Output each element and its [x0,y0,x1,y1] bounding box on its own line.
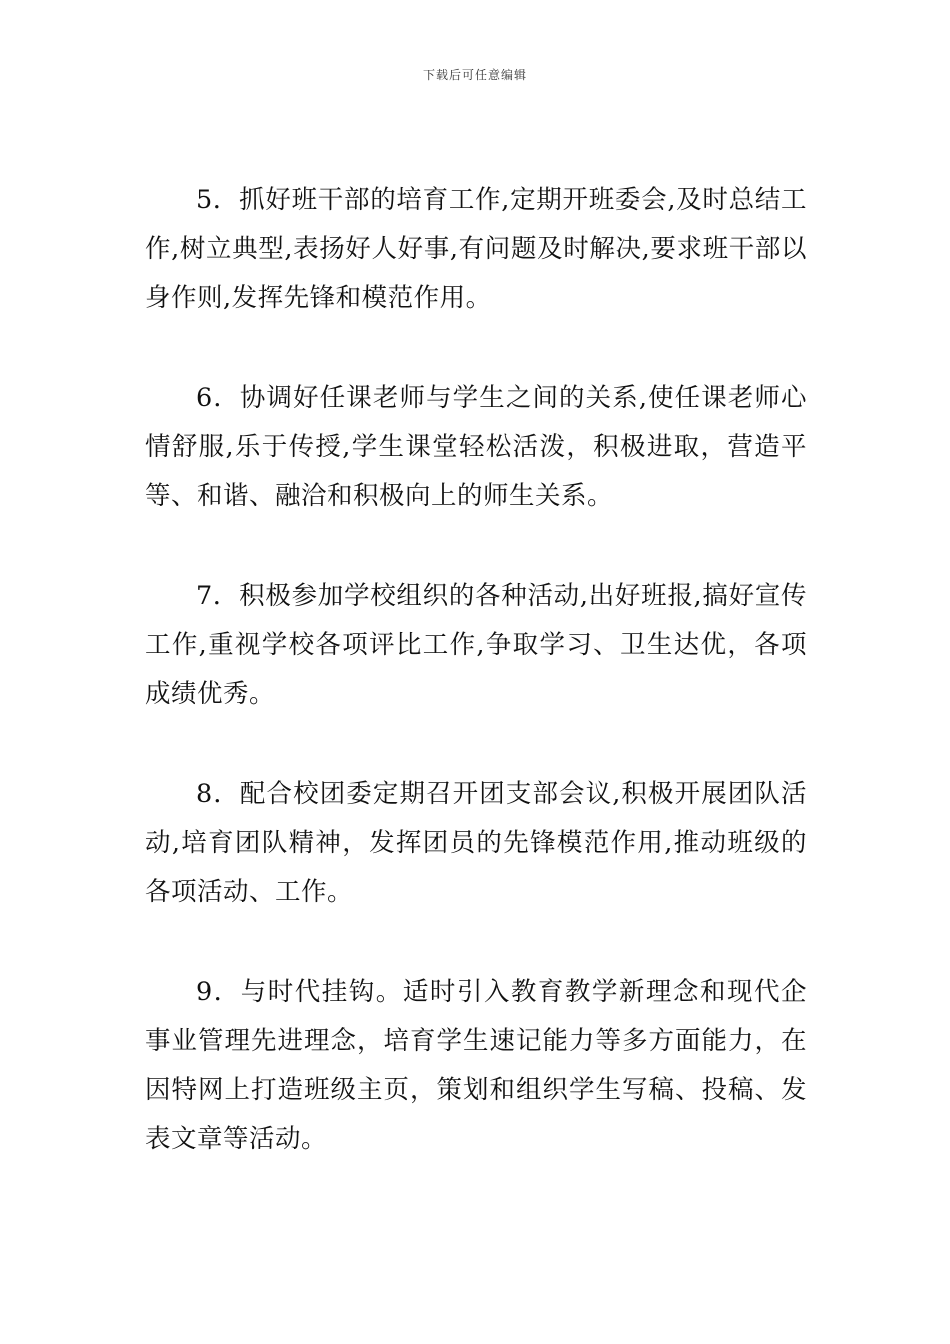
paragraph-item-7: 7．积极参加学校组织的各种活动,出好班报,搞好宣传工作,重视学校各项评比工作,争取学习、卫生达优，各项成绩优秀。 [145,581,807,709]
paragraph-item-9: 9．与时代挂钩。适时引入教育教学新理念和现代企事业管理先进理念，培育学生速记能力等多方面能力，在因特网上打造班级主页，策划和组织学生写稿、投稿、发表文章等活动。 [145,977,807,1154]
paragraph-item-5: 5．抓好班干部的培育工作,定期开班委会,及时总结工作,树立典型,表扬好人好事,有问题及时解决,要求班干部以身作则,发挥先锋和模范作用。 [145,185,807,313]
paragraph-item-8: 8．配合校团委定期召开团支部会议,积极开展团队活动,培育团队精神，发挥团员的先锋模范作用,推动班级的各项活动、工作。 [145,779,807,907]
document-body [145,176,807,1215]
paragraph-item-6: 6．协调好任课老师与学生之间的关系,使任课老师心情舒服,乐于传授,学生课堂轻松活泼，积极进取，营造平等、和谐、融洽和积极向上的师生关系。 [145,383,807,511]
page-header-note: 下载后可任意编辑 [422,68,527,82]
